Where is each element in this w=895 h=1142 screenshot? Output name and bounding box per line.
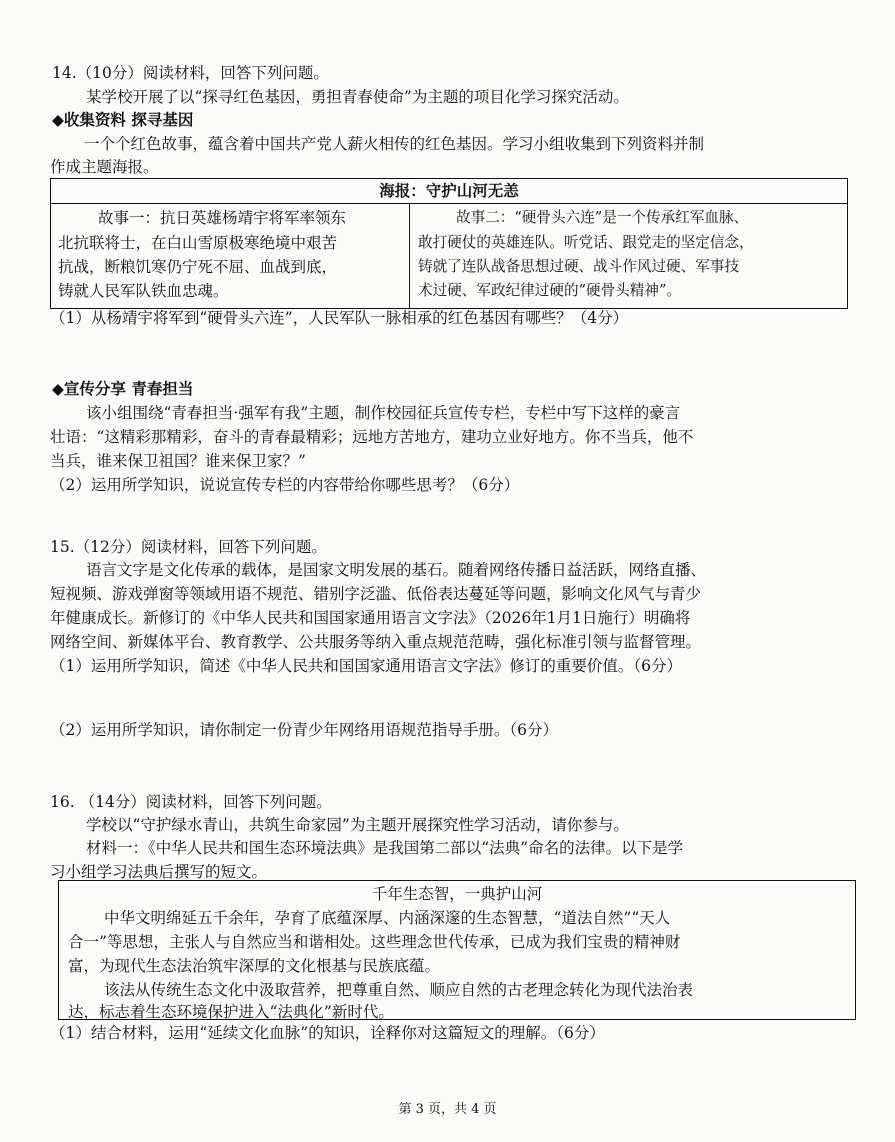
story1-line: 故事一：抗日英雄杨靖宇将军率领东 xyxy=(98,209,347,227)
q15-line: 网络空间、新媒体平台、教育教学、公共服务等纳入重点规范范畴，强化标准引领与监督管理。 xyxy=(50,633,702,651)
q16-material: 习小组学习法典后撰写的短文。 xyxy=(50,863,268,881)
story1-line: 铸就人民军队铁血忠魂。 xyxy=(58,282,229,300)
poster-column-divider xyxy=(409,203,410,309)
q15-line: 年健康成长。新修订的《中华人民共和国国家通用语言文字法》（2026年1月1日施行）明确将 xyxy=(50,609,691,627)
q14-sub1: （1）从杨靖宇将军到“硬骨头六连”，人民军队一脉相承的红色基因有哪些？（4分） xyxy=(50,309,629,327)
story2-line: 铸就了连队战备思想过硬、战斗作风过硬、军事技 xyxy=(418,258,740,275)
essay-line: 该法从传统生态文化中汲取营养，把尊重自然、顺应自然的古老理念转化为现代法治表 xyxy=(104,981,694,999)
q16-material: 材料一：《中华人民共和国生态环境法典》是我国第二部以“法典”命名的法律。以下是学 xyxy=(86,839,684,857)
q15-sub1: （1）运用所学知识，简述《中华人民共和国国家通用语言文字法》修订的重要价值。（6分） xyxy=(50,657,682,675)
q16-intro: 学校以“守护绿水青山，共筑生命家园”为主题开展探究性学习活动，请你参与。 xyxy=(86,816,629,834)
page-footer: 第 3 页，共 4 页 xyxy=(398,1102,497,1117)
q15-sub2: （2）运用所学知识，请你制定一份青少年网络用语规范指导手册。（6分） xyxy=(50,721,558,739)
q14-section1-title: ◆收集资料 探寻基因 xyxy=(52,110,194,129)
q14-intro: 某学校开展了以“探寻红色基因，勇担青春使命”为主题的项目化学习探究活动。 xyxy=(86,88,629,106)
story2-line: 故事二：“硬骨头六连”是一个传承红军血脉、 xyxy=(456,209,749,226)
q16-header: 16. （14分）阅读材料，回答下列问题。 xyxy=(50,793,332,811)
story2-line: 敢打硬仗的英雄连队。听党话、跟党走的坚定信念， xyxy=(418,234,754,251)
story2-line: 术过硬、军政纪律过硬的“硬骨头精神”。 xyxy=(418,282,682,299)
q14-header: 14.（10分）阅读材料，回答下列问题。 xyxy=(52,64,329,82)
q14-section2-line: 壮语：“这精彩那精彩，奋斗的青春最精彩；远地方苦地方，建功立业好地方。你不当兵，他不 xyxy=(50,428,694,446)
q15-line: 语言文字是文化传承的载体，是国家文明发展的基石。随着网络传播日益活跃，网络直播、 xyxy=(86,561,707,579)
q15-header: 15.（12分）阅读材料，回答下列问题。 xyxy=(50,538,327,556)
q14-section1-text: 作成主题海报。 xyxy=(50,158,159,176)
q14-section2-line: 该小组围绕“青春担当·强军有我”主题，制作校园征兵宣传专栏，专栏中写下这样的豪言 xyxy=(86,404,681,422)
essay-line: 富，为现代生态法治筑牢深厚的文化根基与民族底蕴。 xyxy=(68,957,441,975)
poster-divider xyxy=(50,203,848,204)
q15-line: 短视频、游戏弹窗等领域用语不规范、错别字泛滥、低俗表达蔓延等问题，影响文化风气与青少 xyxy=(50,585,702,603)
essay-line: 合一”等思想，主张人与自然应当和谐相处。这些理念世代传承，已成为我们宝贵的精神财 xyxy=(68,933,681,951)
essay-line: 中华文明绵延五千余年，孕育了底蕴深厚、内涵深邃的生态智慧，“道法自然”“天人 xyxy=(104,909,671,927)
q14-section1-text: 一个个红色故事，蕴含着中国共产党人薪火相传的红色基因。学习小组收集到下列资料并制 xyxy=(84,135,705,153)
essay-line: 达，标志着生态环境保护进入“法典化”新时代。 xyxy=(68,1003,394,1021)
q14-sub2: （2）运用所学知识，说说宣传专栏的内容带给你哪些思考？（6分） xyxy=(50,476,520,494)
q14-section2-line: 当兵，谁来保卫祖国？谁来保卫家？” xyxy=(50,452,306,470)
q14-section2-title: ◆宣传分享 青春担当 xyxy=(52,379,194,398)
essay-title: 千年生态智，一典护山河 xyxy=(371,885,543,903)
poster-title: 海报：守护山河无恙 xyxy=(379,181,519,200)
story1-line: 北抗联将士，在白山雪原极寒绝境中艰苦 xyxy=(58,234,338,252)
q16-sub1: （1）结合材料，运用“延续文化血脉”的知识，诠释你对这篇短文的理解。（6分） xyxy=(50,1024,605,1042)
story1-line: 抗战，断粮饥寒仍宁死不屈、血战到底， xyxy=(58,258,338,276)
